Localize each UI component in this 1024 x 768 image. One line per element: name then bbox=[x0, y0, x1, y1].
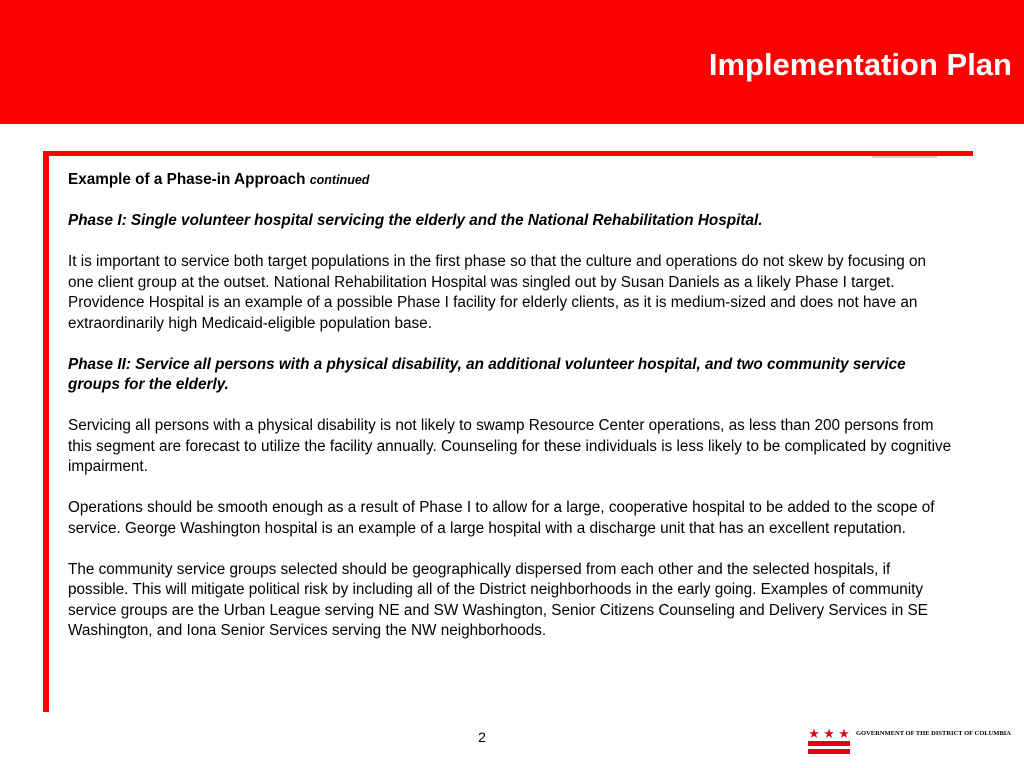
content-frame-left-rule bbox=[43, 152, 49, 712]
phase-1-title: Phase I: Single volunteer hospital servicing the elderly and the National Rehabilitation Hospital. bbox=[68, 212, 763, 229]
slide-title: Implementation Plan bbox=[708, 47, 1012, 82]
content-frame-rule-shadow bbox=[872, 156, 937, 158]
phase-2-paragraph-2: Operations should be smooth enough as a result of Phase I to allow for a large, cooperative hospital to be added to the scope of service. George Washington hospital is an example of a large hospital with a discharge unit that has an excellent reputation. bbox=[68, 499, 935, 537]
phase-2-paragraph-3: The community service groups selected should be geographically dispersed from each other and the selected hospitals, if possible. This will mitigate political risk by including all of the District neighborhoods in the early going. Examples of community service groups are the Urban League serving NE and SW Washington, Senior Citizens Counseling and Delivery Services in SE Washington, and Iona Senior Services serving the NW neighborhoods. bbox=[68, 560, 928, 639]
section-heading-text: Example of a Phase-in Approach bbox=[68, 171, 306, 188]
phase-2-title: Phase II: Service all persons with a physical disability, an additional volunteer hospital, and two community service groups for the elderly. bbox=[68, 355, 906, 393]
section-heading bbox=[68, 170, 953, 191]
phase-1-paragraph: It is important to service both target populations in the first phase so that the culture and operations do not skew by focusing on one client group at the outset. National Rehabilitation Hospital was singled out by Susan Daniels as a likely Phase I target. Providence Hospital is an example of a possible Phase I facility for elderly clients, as it is medium-sized and does not have an extraordinarily high Medicaid-eligible population base. bbox=[68, 253, 926, 332]
content-frame-top-rule bbox=[43, 151, 973, 156]
section-heading-note: continued bbox=[309, 173, 370, 187]
phase-2-paragraph-1: Servicing all persons with a physical disability is not likely to swamp Resource Center operations, as less than 200 persons from this segment are forecast to utilize the facility annually. Counseling for these individuals is less likely to be complicated by cognitive impairment. bbox=[68, 417, 952, 475]
dc-flag-stars-icon bbox=[807, 727, 851, 755]
page-number: 2 bbox=[478, 729, 486, 745]
slide-body bbox=[68, 170, 953, 662]
organization-name: GOVERNMENT OF THE DISTRICT OF COLUMBIA bbox=[856, 730, 1012, 737]
